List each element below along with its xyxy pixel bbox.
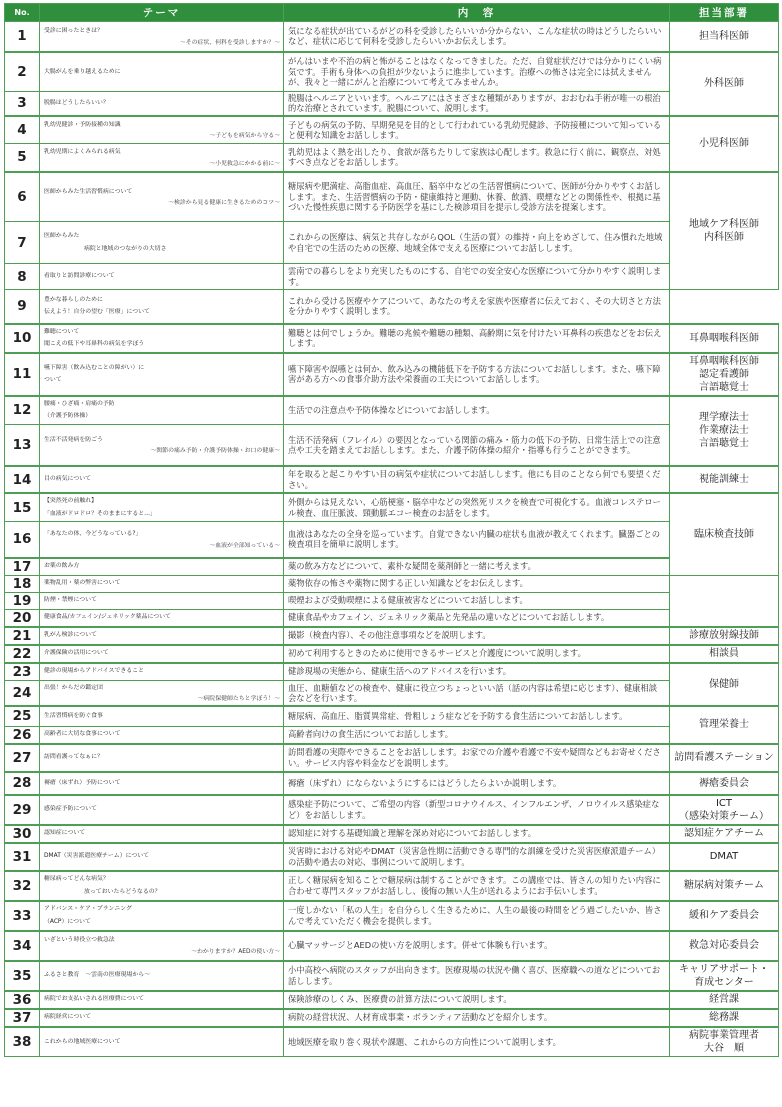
dept-label: 管理栄養士: [699, 719, 749, 731]
row-number: 9: [5, 290, 40, 324]
row-theme: [40, 825, 284, 843]
row-theme: [40, 396, 284, 425]
row-theme: [40, 931, 284, 961]
dept-label: 視能訓練士: [699, 474, 749, 486]
table-row: [5, 22, 779, 52]
table-row: [5, 290, 779, 324]
theme-title: 防煙・禁煙について: [44, 597, 97, 604]
row-number: 7: [5, 222, 40, 264]
row-content: 小中高校へ病院のスタッフが出向きます。医療現場の状況や働く喜び、医療職への道などについてお話しします。: [284, 961, 670, 991]
row-number: 2: [5, 52, 40, 92]
row-number: 34: [5, 931, 40, 961]
theme-title-line2: 聞こえの低下や耳鼻科の病気を学ぼう: [44, 341, 145, 348]
row-theme: [40, 222, 284, 264]
row-theme: [40, 324, 284, 353]
row-number: 18: [5, 575, 40, 592]
dept-label: 総務課: [709, 1012, 739, 1024]
dept-label: 大谷 順: [704, 1042, 744, 1054]
dept-label: 耳鼻咽喉科医師: [689, 355, 759, 367]
row-number: 26: [5, 726, 40, 744]
row-dept: [670, 744, 779, 772]
row-number: 28: [5, 772, 40, 795]
theme-title: 難聴について: [44, 328, 80, 335]
row-theme: [40, 795, 284, 825]
theme-title: 健診の現場からアドバイスできること: [44, 668, 144, 675]
row-dept: [670, 493, 779, 575]
row-theme: [40, 424, 284, 466]
row-dept: [670, 627, 779, 645]
dept-label: 糖尿病対策チーム: [684, 880, 764, 892]
row-content: 難聴とは何でしょうか。難聴の兆候や難聴の種類、高齢期に気を付けたい耳鼻科の疾患などをお伝えします。: [284, 324, 670, 353]
theme-title-line2: （ACP）について: [44, 918, 91, 925]
dept-label: 担当科医師: [699, 30, 749, 42]
theme-title: 看取りと訪問診療について: [44, 273, 115, 280]
dept-label: 地域ケア科医師: [689, 218, 759, 230]
table-row: [5, 222, 779, 264]
row-content: 気になる症状が出ているがどの科を受診したらいいか分からない、こんな症状の時はどうしたらいいなど、症状に応じて何科を受診したらいいかお伝えします。: [284, 22, 670, 52]
row-content: 健診現場の実態から、健康生活へのアドバイスを行います。: [284, 663, 670, 681]
row-content: 生活不活発病（フレイル）の要因となっている関節の痛み・筋力の低下の予防、日常生活上での注意点や工夫を踏まえてお話しします。また、介護予防体操の紹介・指導も行うことができます。: [284, 424, 670, 466]
table-row: [5, 663, 779, 681]
table-row: [5, 843, 779, 871]
row-theme: [40, 627, 284, 645]
row-theme: [40, 663, 284, 681]
theme-title: 高齢者に大切な食事について: [44, 731, 121, 738]
row-dept: [670, 795, 779, 825]
theme-subtitle: ～わかりますか？AEDの使い方～: [191, 948, 280, 955]
dept-label: （感染対策チーム）: [679, 810, 769, 822]
row-content: 薬物依存の怖さや薬物に関する正しい知識などをお伝えします。: [284, 575, 670, 592]
row-theme: [40, 52, 284, 92]
table-row: [5, 961, 779, 991]
row-content: 血液はあなたの全身を巡っています。自覚できない内臓の症状も血液が教えてくれます。臓器ごとの検査項目を簡単に説明します。: [284, 522, 670, 558]
dept-label: ICT: [715, 797, 733, 809]
row-theme: [40, 744, 284, 772]
theme-title: 脱腸はどうしたらいい？: [44, 100, 109, 107]
row-number: 21: [5, 627, 40, 645]
row-dept: [670, 353, 779, 396]
dept-label: DMAT: [709, 851, 739, 863]
header-theme: テーマ: [40, 4, 284, 22]
row-content: 年を取ると起こりやすい目の病気や症状についてお話しします。他にも目のことなら何でも要望ください。: [284, 466, 670, 493]
dept-label: 言語聴覚士: [699, 381, 749, 393]
row-theme: [40, 172, 284, 222]
row-content: 健康食品やカフェイン、ジェネリック薬品と先発品の違いなどについてお話しします。: [284, 609, 670, 627]
row-number: 4: [5, 116, 40, 144]
row-number: 3: [5, 92, 40, 116]
row-dept: [670, 645, 779, 663]
theme-title: 認知症について: [44, 830, 86, 837]
row-theme: [40, 522, 284, 558]
theme-title: 大腸がんを乗り越えるために: [44, 68, 121, 75]
row-content: 心臓マッサージとAEDの使い方を説明します。併せて体験も行います。: [284, 931, 670, 961]
row-theme: [40, 558, 284, 576]
row-number: 37: [5, 1009, 40, 1027]
row-dept: [670, 22, 779, 52]
theme-subtitle: ～検診から見る健康に生きるためのコツ～: [168, 200, 280, 207]
dept-label: 認定看護師: [699, 368, 749, 380]
row-content: 認知症に対する基礎知識と理解を深め対応についてお話しします。: [284, 825, 670, 843]
row-content: 薬の飲み方などについて、素朴な疑問を薬剤師と一緒に考えます。: [284, 558, 670, 576]
dept-label: 耳鼻咽喉科医師: [689, 332, 759, 344]
dept-label: 認知症ケアチーム: [684, 828, 764, 840]
table-header: [5, 4, 779, 22]
row-dept: [670, 825, 779, 843]
row-content: 褥瘡（床ずれ）にならないようにするにはどうしたらよいか説明します。: [284, 772, 670, 795]
theme-title-line2: 病院と地域のつながりの大切さ: [84, 245, 167, 252]
row-dept: [670, 991, 779, 1009]
theme-title: 糖尿病ってどんな病気？: [44, 876, 109, 883]
table-row: [5, 871, 779, 901]
row-dept: [670, 172, 779, 290]
row-number: 36: [5, 991, 40, 1009]
row-theme: [40, 961, 284, 991]
row-dept: [670, 116, 779, 172]
table-row: [5, 680, 779, 706]
seminar-topics-sheet: [4, 3, 778, 1103]
row-theme: [40, 144, 284, 172]
theme-title: 生活不活発病を防ごう: [44, 436, 103, 443]
table-row: [5, 52, 779, 92]
dept-label: 理学療法士: [699, 412, 749, 424]
theme-title: 腰痛・ひざ痛・肩痛の予防: [44, 400, 115, 407]
dept-label: 小児科医師: [699, 138, 749, 150]
theme-title: 介護保険の活用について: [44, 650, 109, 657]
row-dept: [670, 961, 779, 991]
theme-subtitle: ～その症状、何科を受診しますか？～: [179, 39, 280, 46]
theme-title: いざという時役立つ救急法: [44, 937, 115, 944]
row-dept: [670, 871, 779, 901]
table-row: [5, 706, 779, 726]
theme-title-line2: 「血液がドロドロ？そのままにすると…」: [44, 510, 156, 517]
row-number: 10: [5, 324, 40, 353]
dept-label: 内科医師: [704, 231, 744, 243]
row-content: これからの医療は、病気と共存しながらQOL（生活の質）の維持・向上をめざして、住み慣れた地域や自宅での生活のための医療、地域全体で支える医療についてお話しします。: [284, 222, 670, 264]
row-dept: [670, 324, 779, 353]
row-theme: [40, 264, 284, 290]
row-number: 13: [5, 424, 40, 466]
header-dept: 担当部署: [670, 4, 779, 22]
theme-title: 生活習慣病を防ぐ食事: [44, 713, 103, 720]
row-number: 11: [5, 353, 40, 396]
dept-label: 救急対応委員会: [689, 940, 759, 952]
row-dept: [670, 1009, 779, 1027]
row-number: 38: [5, 1027, 40, 1057]
row-number: 23: [5, 663, 40, 681]
theme-title: 受診に困ったときは？: [44, 28, 103, 34]
table-row: [5, 92, 779, 116]
theme-title: お薬の飲み方: [44, 563, 80, 570]
table-row: [5, 627, 779, 645]
table-row: [5, 592, 779, 609]
row-content: 糖尿病や肥満症、高脂血症、高血圧、脳卒中などの生活習慣病について、医師が分かりやすくお話しします。また、生活習慣病の予防・健康維持と運動、休養、飲酒、喫煙などとの関係性や、根拠に基づいた慢性疾患に関する予防医学を基にした検診項目を提示し受診方法を提案します。: [284, 172, 670, 222]
row-theme: [40, 92, 284, 116]
row-number: 15: [5, 493, 40, 522]
theme-title-line2: 伝えよう！自分の望む「医療」について: [44, 309, 150, 316]
table-body: [5, 22, 779, 1057]
row-number: 8: [5, 264, 40, 290]
theme-title-line2: （介護予防体操）: [44, 413, 92, 420]
table-row: [5, 466, 779, 493]
table-row: [5, 991, 779, 1009]
row-number: 5: [5, 144, 40, 172]
theme-title: 訪問看護ってなぁに？: [44, 754, 103, 761]
table-row: [5, 493, 779, 522]
row-theme: [40, 991, 284, 1009]
row-content: 乳幼児はよく熱を出したり、食欲が落ちたりして家族は心配します。救急に行く前に、観察点、対処すべき点などをお話しします。: [284, 144, 670, 172]
row-number: 16: [5, 522, 40, 558]
dept-label: 相談員: [709, 648, 739, 660]
table-row: [5, 645, 779, 663]
row-theme: [40, 680, 284, 706]
row-number: 22: [5, 645, 40, 663]
theme-subtitle: ～子どもを病気から守る～: [209, 133, 280, 140]
row-theme: [40, 609, 284, 627]
theme-title-line2: ついて: [44, 377, 62, 384]
row-dept: [670, 1027, 779, 1057]
row-dept: [670, 901, 779, 931]
table-row: [5, 264, 779, 290]
row-dept: [670, 931, 779, 961]
theme-subtitle: ～血液が全部知っている～: [209, 542, 280, 549]
theme-title: 乳がん検診について: [44, 632, 97, 639]
row-number: 19: [5, 592, 40, 609]
row-theme: [40, 645, 284, 663]
table-row: [5, 726, 779, 744]
row-theme: [40, 493, 284, 522]
theme-title: 医師からみた: [44, 233, 80, 240]
table-row: [5, 575, 779, 592]
theme-title: 病院経営について: [44, 1014, 92, 1021]
theme-title-line2: 放っておいたらどうなるの？: [84, 888, 161, 895]
table-row: [5, 609, 779, 627]
row-content: 地域医療を取り巻く現状や課題、これからの方向性について説明します。: [284, 1027, 670, 1057]
row-content: 子どもの病気の予防、早期発見を目的として行われている乳幼児健診、予防接種について知っていると便利な知識をお話しします。: [284, 116, 670, 144]
theme-title: 褥瘡（床ずれ）予防について: [44, 779, 121, 786]
row-content: 撮影（検査内容）、その他注意事項などを説明します。: [284, 627, 670, 645]
theme-title: 乳幼児健診・予防接種の知識: [44, 121, 121, 128]
theme-title: アドバンス・ケア・プランニング: [44, 906, 132, 913]
theme-title: これからの地域医療について: [44, 1038, 121, 1045]
row-content: 糖尿病、高血圧、脂質異常症、骨粗しょう症などを予防する食生活についてお話しします。: [284, 706, 670, 726]
row-number: 17: [5, 558, 40, 576]
theme-title: 健康食品/カフェイン/ジェネリック薬品について: [44, 614, 171, 621]
table-row: [5, 744, 779, 772]
table-row: [5, 144, 779, 172]
table-row: [5, 931, 779, 961]
row-content: 脱腸はヘルニアといいます。ヘルニアにはさまざまな種類がありますが、おおむね手術が唯一の根治的な治療とされています。脱腸について、説明します。: [284, 92, 670, 116]
header-no: No.: [5, 4, 40, 22]
row-content: 訪問看護の実際やできることをお話しします。お家での介護や看護で不安や疑問などもお寄せください。サービス内容や料金などを説明します。: [284, 744, 670, 772]
row-number: 25: [5, 706, 40, 726]
row-number: 27: [5, 744, 40, 772]
table-row: [5, 558, 779, 576]
row-content: 雲南での暮らしをより充実したものにする、自宅での安全安心な医療について分かりやすく説明します。: [284, 264, 670, 290]
dept-label: 保健師: [709, 678, 739, 690]
theme-title: 病院でお支払いされる医療費について: [44, 996, 145, 1003]
theme-subtitle: ～関節の痛み予防・介護予防体操・お口の健康～: [150, 448, 280, 455]
table-row: [5, 353, 779, 396]
table-row: [5, 116, 779, 144]
table-row: [5, 772, 779, 795]
row-content: 生活での注意点や予防体操などについてお話しします。: [284, 396, 670, 425]
table-row: [5, 324, 779, 353]
row-theme: [40, 575, 284, 592]
row-theme: [40, 843, 284, 871]
row-dept: [670, 843, 779, 871]
dept-label: 緩和ケア委員会: [689, 910, 759, 922]
dept-label: 外科医師: [704, 78, 744, 90]
row-content: これから受ける医療やケアについて、あなたの考えを家族や医療者に伝えておく、その大切さと方法を分かりやすく説明します。: [284, 290, 670, 324]
row-theme: [40, 1009, 284, 1027]
row-theme: [40, 772, 284, 795]
row-content: 災害時における対応やDMAT（災害急性期に活動できる専門的な訓練を受けた災害医療派遣チーム）の活動や過去の対応、事例について説明します。: [284, 843, 670, 871]
theme-title: 医師からみた生活習慣病について: [44, 188, 133, 195]
dept-label: 褥瘡委員会: [699, 777, 749, 789]
row-theme: [40, 592, 284, 609]
row-content: 初めて利用するときのために使用できるサービスと介護度について説明します。: [284, 645, 670, 663]
row-number: 33: [5, 901, 40, 931]
row-theme: [40, 871, 284, 901]
row-content: 正しく糖尿病を知ることで糖尿病は制することができます。この講座では、皆さんの知りたい内容に合わせて専門スタッフがお話しし、後悔の無い人生が送れるようにお手伝いします。: [284, 871, 670, 901]
row-content: 感染症予防について、ご希望の内容（新型コロナウイルス、インフルエンザ、ノロウイルス感染症など）をお話しします。: [284, 795, 670, 825]
row-theme: [40, 116, 284, 144]
dept-label: 経営課: [709, 994, 739, 1006]
row-theme: [40, 726, 284, 744]
row-number: 1: [5, 22, 40, 52]
table-row: [5, 522, 779, 558]
theme-title: 【突然死の前触れ】: [44, 498, 98, 505]
table-row: [5, 396, 779, 425]
row-number: 35: [5, 961, 40, 991]
row-dept: [670, 706, 779, 744]
dept-label: 育成センター: [694, 976, 754, 988]
table-row: [5, 901, 779, 931]
row-dept: [670, 663, 779, 707]
row-content: 病院の経営状況、人材育成事業・ボランティア活動などを紹介します。: [284, 1009, 670, 1027]
dept-label: 作業療法士: [699, 425, 749, 437]
theme-subtitle: ～小児救急にかかる前に～: [209, 160, 280, 167]
row-content: 血圧、血糖値などの検査や、健康に役立つちょっといい話（話の内容は希望に応じます）、健康相談会などを行います。: [284, 680, 670, 706]
dept-label: 訪問看護ステーション: [674, 752, 774, 764]
dept-label: 診療放射線技師: [689, 630, 759, 642]
table-row: [5, 825, 779, 843]
table-row: [5, 172, 779, 222]
table-row: [5, 795, 779, 825]
theme-title: ふるさと教育 ～雲南の医療現場から～: [44, 972, 151, 979]
theme-title: DMAT（災害派遣医療チーム）について: [44, 853, 150, 860]
theme-title: 薬物乱用・薬の弊害について: [44, 580, 121, 587]
row-dept: [670, 772, 779, 795]
row-dept: [670, 52, 779, 116]
table-row: [5, 1009, 779, 1027]
row-content: 高齢者向けの食生活についてお話しします。: [284, 726, 670, 744]
theme-title: 目の病気について: [44, 476, 92, 483]
row-number: 24: [5, 680, 40, 706]
row-content: がんはいまや不治の病と怖がることはなくなってきました。ただ、自覚症状だけでは分かりにくい病気です。手術も身体への負担が少ないように進歩しています。治療への怖さは完全には拭えませんが、我々と一緒にがんと治療について考えてみませんか。: [284, 52, 670, 92]
dept-label: 臨床検査技師: [694, 528, 754, 540]
dept-label: 病院事業管理者: [689, 1029, 759, 1041]
theme-subtitle: ～病院保健師たちと学ぼう！～: [197, 696, 280, 703]
row-content: 喫煙および受動喫煙による健康被害などについてお話しします。: [284, 592, 670, 609]
theme-title: 嚥下障害（飲み込むことの障がい）に: [44, 364, 145, 371]
header-content: 内 容: [284, 4, 670, 22]
table-row: [5, 1027, 779, 1057]
row-number: 32: [5, 871, 40, 901]
theme-title: 感染症予防について: [44, 806, 97, 813]
row-theme: [40, 706, 284, 726]
theme-title: 出張！からだの鑑定団: [44, 684, 103, 691]
theme-title: 乳幼児期によくみられる病気: [44, 149, 121, 156]
row-theme: [40, 466, 284, 493]
row-dept: [670, 466, 779, 493]
row-theme: [40, 1027, 284, 1057]
row-theme: [40, 22, 284, 52]
row-number: 12: [5, 396, 40, 425]
row-number: 6: [5, 172, 40, 222]
row-content: 嚥下障害や誤嚥とは何か、飲み込みの機能低下を予防する方法についてお話しします。また、嚥下障害がある方への食事介助方法や栄養面の工夫についてお話しします。: [284, 353, 670, 396]
row-content: 外側からは見えない、心筋梗塞・脳卒中などの突然死リスクを検査で可視化する。血液コレステロール検査、血圧脈波、頸動脈エコー検査のお話をします。: [284, 493, 670, 522]
row-dept: [670, 396, 779, 467]
row-number: 29: [5, 795, 40, 825]
row-number: 14: [5, 466, 40, 493]
row-content: 保険診療のしくみ、医療費の計算方法について説明します。: [284, 991, 670, 1009]
row-theme: [40, 353, 284, 396]
theme-title: 豊かな暮らしのために: [44, 296, 103, 303]
dept-label: 言語聴覚士: [699, 438, 749, 450]
row-content: 一度しかない「私の人生」を自分らしく生きるために、人生の最後の時間をどう過ごしたいか、皆さんで考えていただく機会を提供します。: [284, 901, 670, 931]
row-number: 31: [5, 843, 40, 871]
seminar-topics-table: [4, 3, 779, 1057]
row-theme: [40, 901, 284, 931]
row-theme: [40, 290, 284, 324]
dept-label: キャリアサポート・: [679, 963, 769, 975]
theme-title: 「あなたの体、今どうなっている?」: [44, 531, 142, 538]
row-number: 20: [5, 609, 40, 627]
table-row: [5, 424, 779, 466]
row-number: 30: [5, 825, 40, 843]
